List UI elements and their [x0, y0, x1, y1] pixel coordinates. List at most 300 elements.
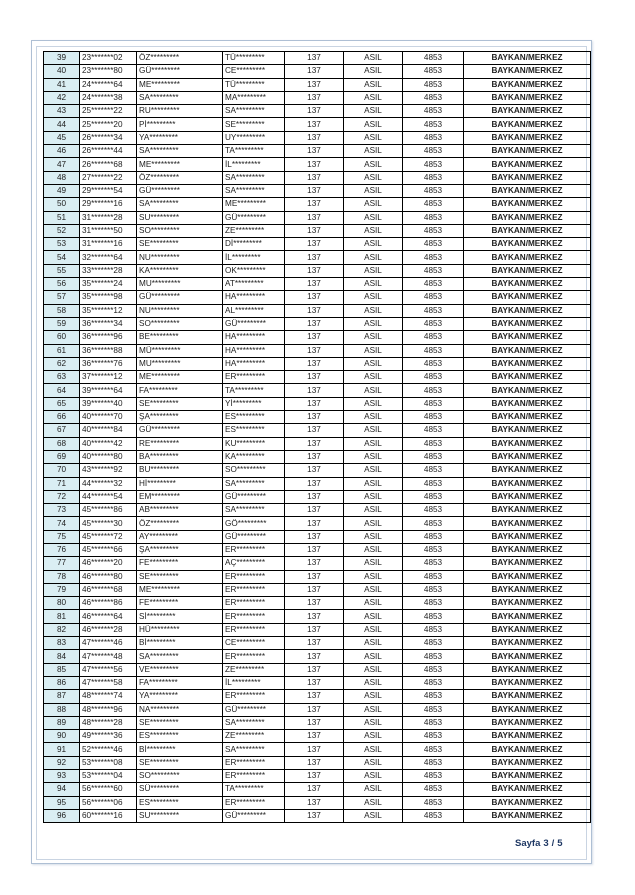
- last-name-cell: SA*********: [223, 743, 285, 756]
- row-number-cell: 88: [44, 703, 80, 716]
- id-number-cell: 23*******02: [80, 52, 137, 65]
- last-name-cell: CE*********: [223, 65, 285, 78]
- id-number-cell: 44*******32: [80, 477, 137, 490]
- row-number-cell: 43: [44, 105, 80, 118]
- location-cell: BAYKAN/MERKEZ: [464, 91, 591, 104]
- id-number-cell: 37*******12: [80, 371, 137, 384]
- first-name-cell: SÜ*********: [137, 783, 223, 796]
- row-number-cell: 69: [44, 450, 80, 463]
- last-name-cell: SE*********: [223, 118, 285, 131]
- first-name-cell: ES*********: [137, 796, 223, 809]
- row-number-cell: 46: [44, 145, 80, 158]
- location-cell: BAYKAN/MERKEZ: [464, 783, 591, 796]
- location-cell: BAYKAN/MERKEZ: [464, 211, 591, 224]
- first-name-cell: FE*********: [137, 597, 223, 610]
- table-row: [44, 78, 591, 91]
- post-code-cell: 4853: [403, 796, 464, 809]
- post-code-cell: 4853: [403, 690, 464, 703]
- status-cell: ASIL: [344, 809, 403, 822]
- first-name-cell: BE*********: [137, 331, 223, 344]
- post-code-cell: 4853: [403, 91, 464, 104]
- id-number-cell: 36*******76: [80, 357, 137, 370]
- code-cell: 137: [285, 703, 344, 716]
- last-name-cell: UY*********: [223, 131, 285, 144]
- last-name-cell: ZE*********: [223, 730, 285, 743]
- code-cell: 137: [285, 317, 344, 330]
- status-cell: ASIL: [344, 437, 403, 450]
- table-row: [44, 597, 591, 610]
- location-cell: BAYKAN/MERKEZ: [464, 743, 591, 756]
- row-number-cell: 39: [44, 52, 80, 65]
- first-name-cell: KA*********: [137, 264, 223, 277]
- page-label: Sayfa: [515, 838, 541, 849]
- last-name-cell: Yİ*********: [223, 397, 285, 410]
- post-code-cell: 4853: [403, 371, 464, 384]
- post-code-cell: 4853: [403, 437, 464, 450]
- status-cell: ASIL: [344, 411, 403, 424]
- status-cell: ASIL: [344, 464, 403, 477]
- status-cell: ASIL: [344, 317, 403, 330]
- code-cell: 137: [285, 583, 344, 596]
- last-name-cell: OK*********: [223, 264, 285, 277]
- row-number-cell: 91: [44, 743, 80, 756]
- table-row: [44, 131, 591, 144]
- row-number-cell: 76: [44, 543, 80, 556]
- row-number-cell: 70: [44, 464, 80, 477]
- row-number-cell: 56: [44, 278, 80, 291]
- code-cell: 137: [285, 570, 344, 583]
- location-cell: BAYKAN/MERKEZ: [464, 291, 591, 304]
- location-cell: BAYKAN/MERKEZ: [464, 317, 591, 330]
- first-name-cell: ÖZ*********: [137, 171, 223, 184]
- location-cell: BAYKAN/MERKEZ: [464, 118, 591, 131]
- table-row: [44, 517, 591, 530]
- post-code-cell: 4853: [403, 570, 464, 583]
- post-code-cell: 4853: [403, 730, 464, 743]
- status-cell: ASIL: [344, 211, 403, 224]
- last-name-cell: CE*********: [223, 637, 285, 650]
- row-number-cell: 86: [44, 676, 80, 689]
- last-name-cell: HA*********: [223, 331, 285, 344]
- post-code-cell: 4853: [403, 610, 464, 623]
- code-cell: 137: [285, 424, 344, 437]
- first-name-cell: YA*********: [137, 131, 223, 144]
- location-cell: BAYKAN/MERKEZ: [464, 384, 591, 397]
- table-row: [44, 543, 591, 556]
- post-code-cell: 4853: [403, 52, 464, 65]
- id-number-cell: 45*******86: [80, 504, 137, 517]
- first-name-cell: AY*********: [137, 530, 223, 543]
- row-number-cell: 62: [44, 357, 80, 370]
- code-cell: 137: [285, 743, 344, 756]
- last-name-cell: GÖ*********: [223, 517, 285, 530]
- last-name-cell: SA*********: [223, 171, 285, 184]
- first-name-cell: SE*********: [137, 397, 223, 410]
- last-name-cell: ER*********: [223, 543, 285, 556]
- post-code-cell: 4853: [403, 238, 464, 251]
- location-cell: BAYKAN/MERKEZ: [464, 703, 591, 716]
- last-name-cell: İL*********: [223, 251, 285, 264]
- table-row: [44, 264, 591, 277]
- last-name-cell: SA*********: [223, 477, 285, 490]
- last-name-cell: ER*********: [223, 583, 285, 596]
- row-number-cell: 51: [44, 211, 80, 224]
- post-code-cell: 4853: [403, 291, 464, 304]
- id-number-cell: 39*******64: [80, 384, 137, 397]
- id-number-cell: 31*******50: [80, 224, 137, 237]
- location-cell: BAYKAN/MERKEZ: [464, 716, 591, 729]
- table-row: [44, 65, 591, 78]
- status-cell: ASIL: [344, 796, 403, 809]
- post-code-cell: 4853: [403, 198, 464, 211]
- id-number-cell: 23*******80: [80, 65, 137, 78]
- row-number-cell: 48: [44, 171, 80, 184]
- post-code-cell: 4853: [403, 809, 464, 822]
- code-cell: 137: [285, 557, 344, 570]
- id-number-cell: 44*******54: [80, 490, 137, 503]
- code-cell: 137: [285, 637, 344, 650]
- table-row: [44, 716, 591, 729]
- post-code-cell: 4853: [403, 703, 464, 716]
- last-name-cell: KA*********: [223, 450, 285, 463]
- post-code-cell: 4853: [403, 530, 464, 543]
- last-name-cell: İL*********: [223, 676, 285, 689]
- id-number-cell: 48*******28: [80, 716, 137, 729]
- first-name-cell: ŞA*********: [137, 543, 223, 556]
- post-code-cell: 4853: [403, 743, 464, 756]
- table-row: [44, 184, 591, 197]
- last-name-cell: Dİ*********: [223, 238, 285, 251]
- first-name-cell: NU*********: [137, 304, 223, 317]
- code-cell: 137: [285, 158, 344, 171]
- row-number-cell: 74: [44, 517, 80, 530]
- row-number-cell: 83: [44, 637, 80, 650]
- location-cell: BAYKAN/MERKEZ: [464, 331, 591, 344]
- location-cell: BAYKAN/MERKEZ: [464, 570, 591, 583]
- post-code-cell: 4853: [403, 504, 464, 517]
- post-code-cell: 4853: [403, 357, 464, 370]
- id-number-cell: 46*******64: [80, 610, 137, 623]
- first-name-cell: SU*********: [137, 211, 223, 224]
- last-name-cell: AT*********: [223, 278, 285, 291]
- first-name-cell: FE*********: [137, 557, 223, 570]
- id-number-cell: 25*******20: [80, 118, 137, 131]
- row-number-cell: 61: [44, 344, 80, 357]
- table-row: [44, 118, 591, 131]
- table-row: [44, 105, 591, 118]
- row-number-cell: 79: [44, 583, 80, 596]
- page-separator: /: [551, 838, 555, 849]
- id-number-cell: 45*******30: [80, 517, 137, 530]
- row-number-cell: 49: [44, 184, 80, 197]
- status-cell: ASIL: [344, 145, 403, 158]
- first-name-cell: Bİ*********: [137, 637, 223, 650]
- code-cell: 137: [285, 796, 344, 809]
- last-name-cell: GÜ*********: [223, 211, 285, 224]
- status-cell: ASIL: [344, 331, 403, 344]
- code-cell: 137: [285, 278, 344, 291]
- id-number-cell: 33*******28: [80, 264, 137, 277]
- id-number-cell: 53*******04: [80, 770, 137, 783]
- id-number-cell: 45*******66: [80, 543, 137, 556]
- post-code-cell: 4853: [403, 597, 464, 610]
- table-row: [44, 357, 591, 370]
- status-cell: ASIL: [344, 184, 403, 197]
- status-cell: ASIL: [344, 716, 403, 729]
- table-row: [44, 344, 591, 357]
- first-name-cell: ME*********: [137, 78, 223, 91]
- id-number-cell: 40*******70: [80, 411, 137, 424]
- status-cell: ASIL: [344, 78, 403, 91]
- table-row: [44, 317, 591, 330]
- last-name-cell: ZE*********: [223, 224, 285, 237]
- post-code-cell: 4853: [403, 304, 464, 317]
- post-code-cell: 4853: [403, 623, 464, 636]
- first-name-cell: GÜ*********: [137, 65, 223, 78]
- status-cell: ASIL: [344, 291, 403, 304]
- location-cell: BAYKAN/MERKEZ: [464, 131, 591, 144]
- first-name-cell: YA*********: [137, 690, 223, 703]
- code-cell: 137: [285, 676, 344, 689]
- post-code-cell: 4853: [403, 650, 464, 663]
- table-row: [44, 411, 591, 424]
- code-cell: 137: [285, 118, 344, 131]
- first-name-cell: Pİ*********: [137, 118, 223, 131]
- post-code-cell: 4853: [403, 663, 464, 676]
- row-number-cell: 71: [44, 477, 80, 490]
- status-cell: ASIL: [344, 690, 403, 703]
- location-cell: BAYKAN/MERKEZ: [464, 357, 591, 370]
- post-code-cell: 4853: [403, 637, 464, 650]
- row-number-cell: 87: [44, 690, 80, 703]
- code-cell: 137: [285, 504, 344, 517]
- row-number-cell: 58: [44, 304, 80, 317]
- last-name-cell: SO*********: [223, 464, 285, 477]
- location-cell: BAYKAN/MERKEZ: [464, 424, 591, 437]
- post-code-cell: 4853: [403, 424, 464, 437]
- id-number-cell: 53*******08: [80, 756, 137, 769]
- first-name-cell: BU*********: [137, 464, 223, 477]
- post-code-cell: 4853: [403, 344, 464, 357]
- table-row: [44, 278, 591, 291]
- post-code-cell: 4853: [403, 716, 464, 729]
- post-code-cell: 4853: [403, 557, 464, 570]
- table-row: [44, 557, 591, 570]
- location-cell: BAYKAN/MERKEZ: [464, 637, 591, 650]
- last-name-cell: HA*********: [223, 344, 285, 357]
- location-cell: BAYKAN/MERKEZ: [464, 730, 591, 743]
- table-row: [44, 384, 591, 397]
- id-number-cell: 60*******16: [80, 809, 137, 822]
- first-name-cell: RU*********: [137, 105, 223, 118]
- status-cell: ASIL: [344, 570, 403, 583]
- code-cell: 137: [285, 517, 344, 530]
- id-number-cell: 27*******22: [80, 171, 137, 184]
- first-name-cell: SU*********: [137, 809, 223, 822]
- row-number-cell: 84: [44, 650, 80, 663]
- status-cell: ASIL: [344, 770, 403, 783]
- table-row: [44, 490, 591, 503]
- code-cell: 137: [285, 171, 344, 184]
- code-cell: 137: [285, 597, 344, 610]
- last-name-cell: ER*********: [223, 371, 285, 384]
- last-name-cell: ER*********: [223, 650, 285, 663]
- first-name-cell: SA*********: [137, 145, 223, 158]
- row-number-cell: 72: [44, 490, 80, 503]
- location-cell: BAYKAN/MERKEZ: [464, 171, 591, 184]
- status-cell: ASIL: [344, 278, 403, 291]
- code-cell: 137: [285, 198, 344, 211]
- post-code-cell: 4853: [403, 517, 464, 530]
- first-name-cell: ÖZ*********: [137, 52, 223, 65]
- row-number-cell: 59: [44, 317, 80, 330]
- last-name-cell: GÜ*********: [223, 530, 285, 543]
- location-cell: BAYKAN/MERKEZ: [464, 770, 591, 783]
- status-cell: ASIL: [344, 650, 403, 663]
- row-number-cell: 45: [44, 131, 80, 144]
- row-number-cell: 63: [44, 371, 80, 384]
- last-name-cell: ER*********: [223, 597, 285, 610]
- row-number-cell: 77: [44, 557, 80, 570]
- row-number-cell: 96: [44, 809, 80, 822]
- status-cell: ASIL: [344, 637, 403, 650]
- post-code-cell: 4853: [403, 331, 464, 344]
- last-name-cell: İL*********: [223, 158, 285, 171]
- table-body: [44, 52, 591, 823]
- last-name-cell: ES*********: [223, 411, 285, 424]
- code-cell: 137: [285, 145, 344, 158]
- row-number-cell: 47: [44, 158, 80, 171]
- first-name-cell: MU*********: [137, 357, 223, 370]
- table-row: [44, 437, 591, 450]
- status-cell: ASIL: [344, 557, 403, 570]
- id-number-cell: 29*******54: [80, 184, 137, 197]
- id-number-cell: 46*******28: [80, 623, 137, 636]
- last-name-cell: SA*********: [223, 184, 285, 197]
- row-number-cell: 92: [44, 756, 80, 769]
- row-number-cell: 89: [44, 716, 80, 729]
- page-number: [512, 838, 563, 849]
- status-cell: ASIL: [344, 357, 403, 370]
- first-name-cell: NA*********: [137, 703, 223, 716]
- row-number-cell: 90: [44, 730, 80, 743]
- row-number-cell: 93: [44, 770, 80, 783]
- table-row: [44, 676, 591, 689]
- first-name-cell: Hİ*********: [137, 477, 223, 490]
- id-number-cell: 45*******72: [80, 530, 137, 543]
- id-number-cell: 48*******74: [80, 690, 137, 703]
- location-cell: BAYKAN/MERKEZ: [464, 756, 591, 769]
- last-name-cell: ER*********: [223, 690, 285, 703]
- table-row: [44, 504, 591, 517]
- id-number-cell: 47*******48: [80, 650, 137, 663]
- code-cell: 137: [285, 397, 344, 410]
- post-code-cell: 4853: [403, 317, 464, 330]
- location-cell: BAYKAN/MERKEZ: [464, 251, 591, 264]
- id-number-cell: 43*******92: [80, 464, 137, 477]
- row-number-cell: 64: [44, 384, 80, 397]
- table-row: [44, 756, 591, 769]
- code-cell: 137: [285, 105, 344, 118]
- id-number-cell: 48*******96: [80, 703, 137, 716]
- last-name-cell: ER*********: [223, 796, 285, 809]
- code-cell: 137: [285, 770, 344, 783]
- table-row: [44, 477, 591, 490]
- location-cell: BAYKAN/MERKEZ: [464, 530, 591, 543]
- code-cell: 137: [285, 437, 344, 450]
- row-number-cell: 68: [44, 437, 80, 450]
- post-code-cell: 4853: [403, 543, 464, 556]
- location-cell: BAYKAN/MERKEZ: [464, 676, 591, 689]
- post-code-cell: 4853: [403, 756, 464, 769]
- status-cell: ASIL: [344, 610, 403, 623]
- row-number-cell: 54: [44, 251, 80, 264]
- code-cell: 137: [285, 530, 344, 543]
- code-cell: 137: [285, 543, 344, 556]
- location-cell: BAYKAN/MERKEZ: [464, 477, 591, 490]
- row-number-cell: 66: [44, 411, 80, 424]
- location-cell: BAYKAN/MERKEZ: [464, 623, 591, 636]
- code-cell: 137: [285, 331, 344, 344]
- id-number-cell: 31*******28: [80, 211, 137, 224]
- table-row: [44, 251, 591, 264]
- row-number-cell: 44: [44, 118, 80, 131]
- location-cell: BAYKAN/MERKEZ: [464, 490, 591, 503]
- table-row: [44, 530, 591, 543]
- code-cell: 137: [285, 490, 344, 503]
- code-cell: 137: [285, 211, 344, 224]
- first-name-cell: VE*********: [137, 663, 223, 676]
- row-number-cell: 85: [44, 663, 80, 676]
- status-cell: ASIL: [344, 105, 403, 118]
- code-cell: 137: [285, 716, 344, 729]
- post-code-cell: 4853: [403, 464, 464, 477]
- first-name-cell: FA*********: [137, 676, 223, 689]
- code-cell: 137: [285, 411, 344, 424]
- id-number-cell: 36*******34: [80, 317, 137, 330]
- row-number-cell: 95: [44, 796, 80, 809]
- id-number-cell: 40*******80: [80, 450, 137, 463]
- location-cell: BAYKAN/MERKEZ: [464, 796, 591, 809]
- id-number-cell: 39*******40: [80, 397, 137, 410]
- first-name-cell: SE*********: [137, 570, 223, 583]
- last-name-cell: GÜ*********: [223, 317, 285, 330]
- status-cell: ASIL: [344, 384, 403, 397]
- table-row: [44, 238, 591, 251]
- code-cell: 137: [285, 610, 344, 623]
- last-name-cell: HA*********: [223, 291, 285, 304]
- table-row: [44, 171, 591, 184]
- last-name-cell: GÜ*********: [223, 703, 285, 716]
- code-cell: 137: [285, 264, 344, 277]
- location-cell: BAYKAN/MERKEZ: [464, 371, 591, 384]
- first-name-cell: SO*********: [137, 317, 223, 330]
- id-number-cell: 31*******16: [80, 238, 137, 251]
- id-number-cell: 36*******96: [80, 331, 137, 344]
- row-number-cell: 52: [44, 224, 80, 237]
- id-number-cell: 52*******46: [80, 743, 137, 756]
- table-row: [44, 450, 591, 463]
- row-number-cell: 94: [44, 783, 80, 796]
- table-row: [44, 650, 591, 663]
- code-cell: 137: [285, 384, 344, 397]
- table-row: [44, 770, 591, 783]
- table-row: [44, 291, 591, 304]
- status-cell: ASIL: [344, 450, 403, 463]
- last-name-cell: AÇ*********: [223, 557, 285, 570]
- location-cell: BAYKAN/MERKEZ: [464, 65, 591, 78]
- table-row: [44, 464, 591, 477]
